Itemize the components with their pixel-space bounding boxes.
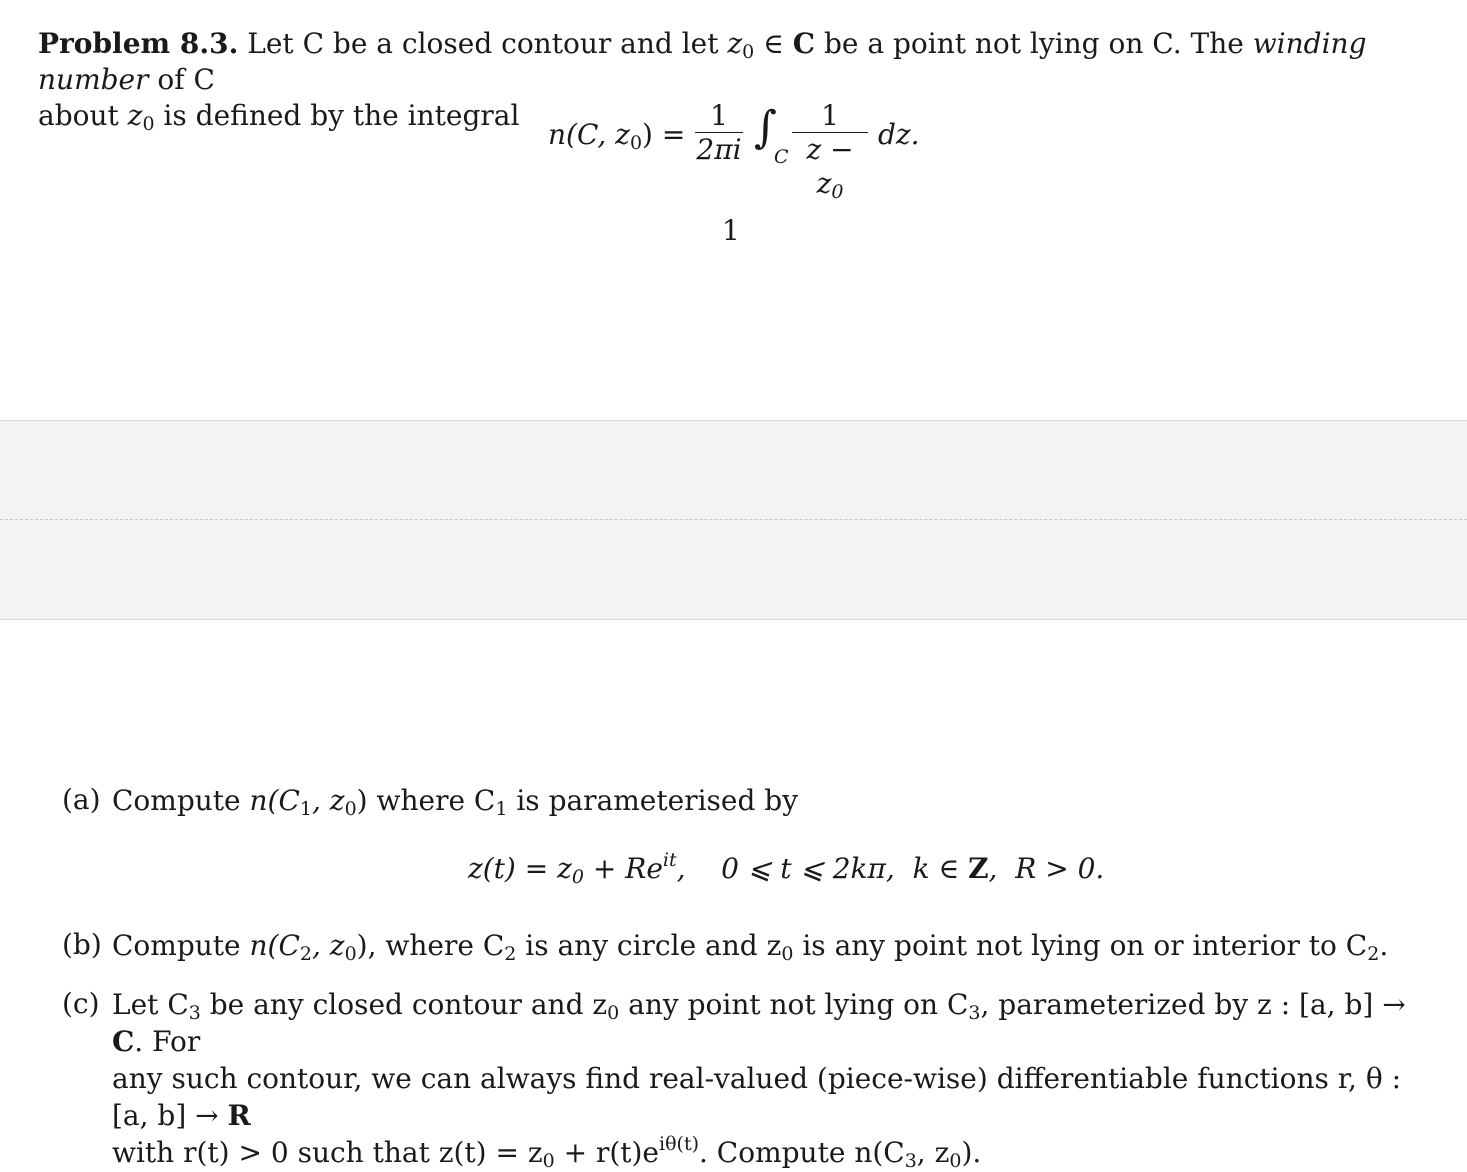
intro-text-4: about bbox=[38, 99, 128, 132]
winding-term: winding number bbox=[38, 27, 1367, 96]
z0-sub-2: 0 bbox=[142, 113, 155, 135]
formula-lhs: n(C, $z_0$) = bbox=[548, 118, 686, 154]
in-symbol: ∈ bbox=[754, 27, 793, 60]
part-a-parametrisation: $z(t) = z_0 + Re^{it}$, 0 ⩽ t ⩽ 2kπ, k ∈ Z, R > 0. bbox=[468, 849, 1105, 888]
part-b-text: Compute $n(C_2$, $z_0$), where $C_2$ is any circle and $z_0$ is any point not lying on or interior to $C_2$. bbox=[112, 929, 1389, 965]
intro-text-5: is defined by the integral bbox=[154, 99, 520, 132]
page-break-gap bbox=[0, 420, 1467, 620]
intro-text: Let C be a closed contour and let bbox=[238, 27, 728, 60]
integral-subscript: C bbox=[774, 146, 789, 168]
intro-text-2: be a point not lying on C. The bbox=[815, 27, 1253, 60]
z0-var-2: z bbox=[127, 99, 143, 132]
part-c-text: Let $C_3$ be any closed contour and $z_0$ any point not lying on $C_3$, parameterized by z : [a, b] → C. For any such contour, we can always find real-valued (piece-wise) differentiable functions r, θ : [a, b] → R with r(t) > 0 such that $z(t) = z_0 + r(t)e^{i\theta(t)}$. Compute $n(C_3$, $z_0$). bbox=[112, 988, 1406, 1172]
part-a-label: (a) bbox=[62, 783, 101, 816]
page-number: 1 bbox=[722, 214, 740, 247]
differential-dz: dz. bbox=[878, 118, 920, 151]
integral-sign: ∫ bbox=[754, 102, 777, 153]
fraction-1-over-2pi-i: 1 2πi bbox=[696, 99, 742, 166]
intro-text-3: of C bbox=[148, 63, 215, 96]
fraction-1-over-z-minus-z0: 1 $z - z_0$ bbox=[790, 100, 870, 201]
problem-heading: Problem 8.3. bbox=[38, 27, 239, 60]
part-a-text: Compute $n(C_1$, $z_0$) where $C_1$ is parameterised by bbox=[112, 784, 799, 820]
part-c-label: (c) bbox=[62, 987, 100, 1020]
page-divider bbox=[0, 519, 1467, 520]
z0-sub: 0 bbox=[742, 41, 755, 63]
complex-set: C bbox=[792, 27, 816, 60]
winding-number-formula bbox=[548, 96, 928, 203]
z0-var: z bbox=[727, 27, 743, 60]
part-b-label: (b) bbox=[62, 928, 102, 961]
